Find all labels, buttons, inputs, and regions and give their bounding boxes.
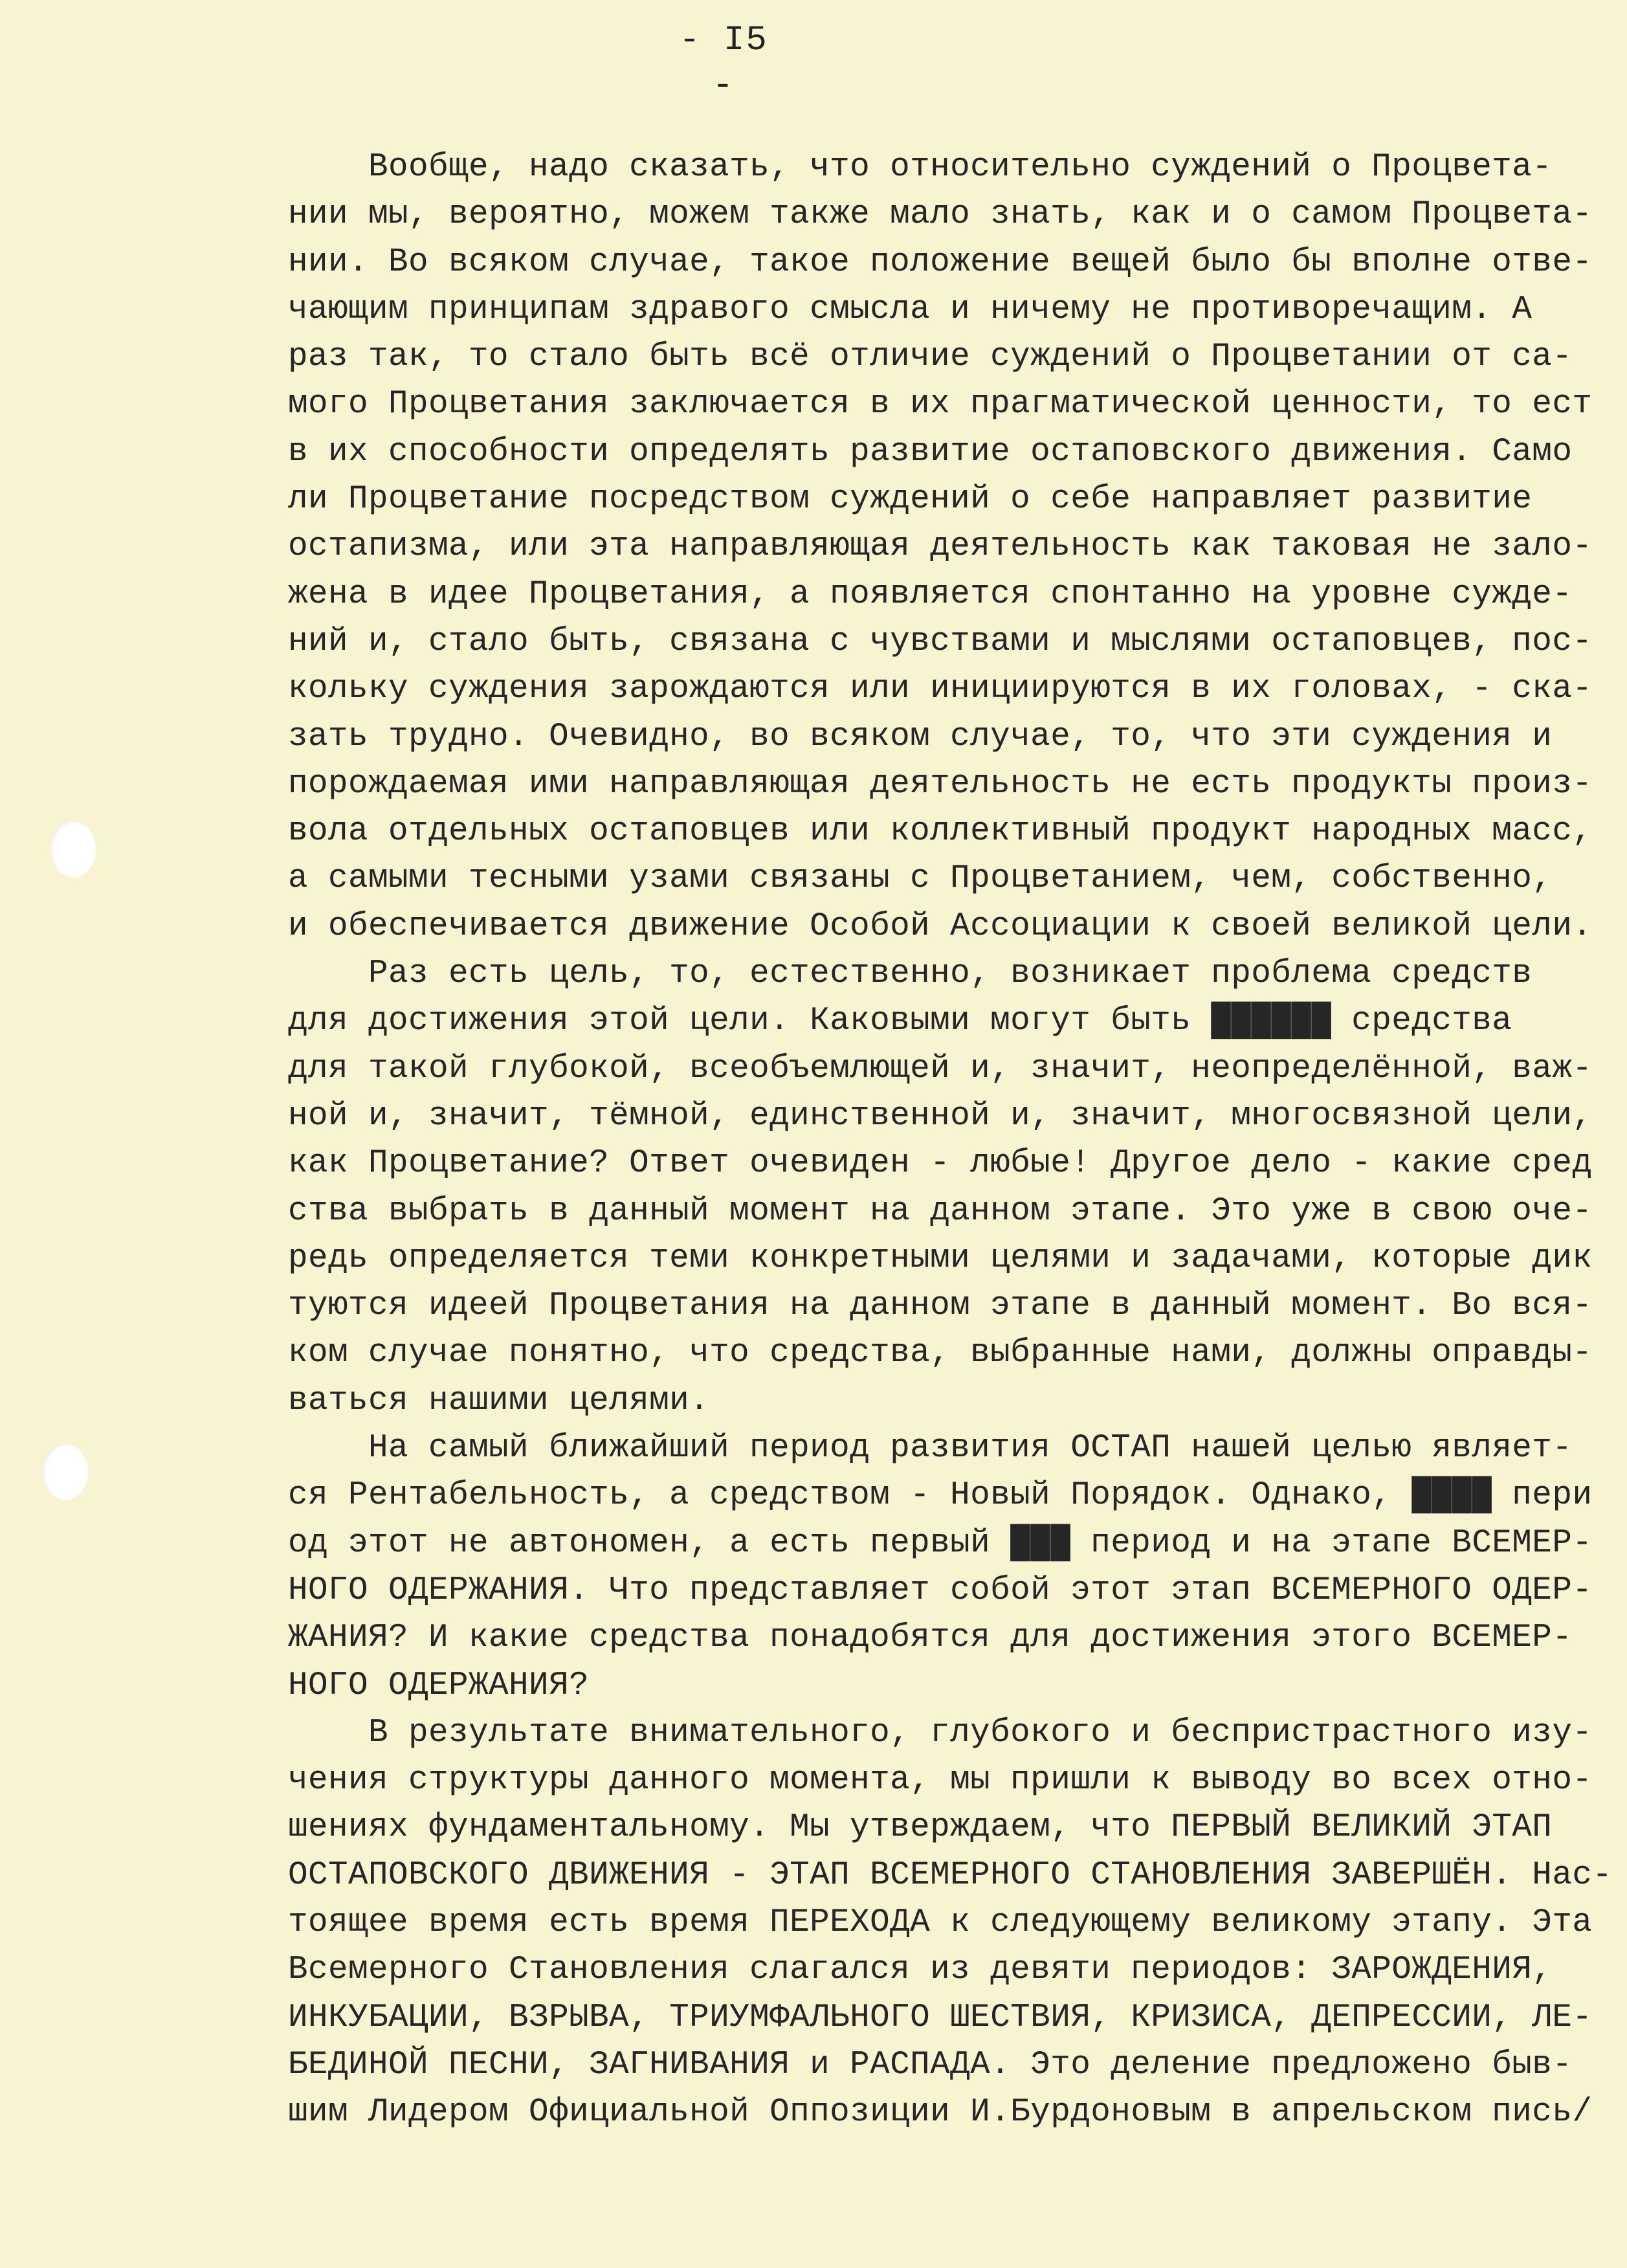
text-line: Вообще, надо сказать, что относительно суждений о Процвета- xyxy=(288,149,1553,186)
text-line: ИНКУБАЦИИ, ВЗРЫВА, ТРИУМФАЛЬНОГО ШЕСТВИЯ, КРИЗИСА, ДЕПРЕССИИ, ЛЕ- xyxy=(288,1999,1593,2036)
text-line: ЖАНИЯ? И какие средства понадобятся для достижения этого ВСЕМЕР- xyxy=(288,1619,1573,1657)
text-line: нии мы, вероятно, можем также мало знать, как и о самом Процвета- xyxy=(288,196,1593,234)
text-line: НОГО ОДЕРЖАНИЯ. Что представляет собой этот этап ВСЕМЕРНОГО ОДЕР- xyxy=(288,1572,1593,1609)
text-line: кольку суждения зарождаются или инициируются в их головах, - ска- xyxy=(288,671,1593,708)
text-line: зать трудно. Очевидно, во всяком случае, то, что эти суждения и xyxy=(288,718,1553,755)
text-line: а самыми тесными узами связаны с Процветанием, чем, собственно, xyxy=(288,860,1553,898)
text-line: для достижения этой цели. Каковыми могут быть ██████ средства xyxy=(288,1003,1512,1040)
text-line: мого Процветания заключается в их прагматической ценности, то ест xyxy=(288,386,1593,423)
text-line: ОСТАПОВСКОГО ДВИЖЕНИЯ - ЭТАП ВСЕМЕРНОГО СТАНОВЛЕНИЯ ЗАВЕРШЁН. Нас- xyxy=(288,1856,1613,1894)
text-line: В результате внимательного, глубокого и беспристрастного изу- xyxy=(288,1714,1593,1751)
text-line: вола отдельных остаповцев или коллективный продукт народных масс, xyxy=(288,813,1593,850)
text-line: од этот не автономен, а есть первый ███ период и на этапе ВСЕМЕР- xyxy=(288,1524,1593,1562)
text-line: жена в идее Процветания, а появляется спонтанно на уровне сужде- xyxy=(288,575,1573,613)
text-line: ком случае понятно, что средства, выбранные нами, должны оправды- xyxy=(288,1335,1593,1372)
text-line: На самый ближайший период развития ОСТАП нашей целью являет- xyxy=(288,1430,1573,1467)
text-line: остапизма, или эта направляющая деятельность как таковая не зало- xyxy=(288,528,1593,566)
text-line: в их способности определять развитие остаповского движения. Само xyxy=(288,433,1573,471)
text-line: для такой глубокой, всеобъемлющей и, значит, неопределённой, важ- xyxy=(288,1050,1593,1087)
text-line: туются идеей Процветания на данном этапе в данный момент. Во вся- xyxy=(288,1287,1593,1325)
text-line: Раз есть цель, то, естественно, возникает проблема средств xyxy=(288,955,1533,993)
text-line: ли Процветание посредством суждений о себе направляет развитие xyxy=(288,481,1533,518)
text-line: ной и, значит, тёмной, единственной и, значит, многосвязной цели, xyxy=(288,1097,1593,1135)
text-line: ваться нашими целями. xyxy=(288,1382,710,1419)
text-line: нии. Во всяком случае, такое положение вещей было бы вполне отве- xyxy=(288,243,1593,281)
text-line: как Процветание? Ответ очевиден - любые! Другое дело - какие сред xyxy=(288,1145,1593,1183)
punch-hole xyxy=(43,1443,88,1500)
text-line: Всемерного Становления слагался из девяти периодов: ЗАРОЖДЕНИЯ, xyxy=(288,1951,1553,1989)
punch-hole xyxy=(50,821,96,878)
text-line: шим Лидером Официальной Оппозиции И.Бурдоновым в апрельском пись/ xyxy=(288,2094,1593,2131)
text-line: ний и, стало быть, связана с чувствами и мыслями остаповцев, пос- xyxy=(288,623,1593,660)
text-line: тоящее время есть время ПЕРЕХОДА к следующему великому этапу. Эта xyxy=(288,1904,1593,1941)
text-line: ства выбрать в данный момент на данном этапе. Это уже в свою оче- xyxy=(288,1192,1593,1230)
text-line: и обеспечивается движение Особой Ассоциации к своей великой цели. xyxy=(288,907,1593,945)
text-line: редь определяется теми конкретными целями и задачами, которые дик xyxy=(288,1240,1593,1277)
text-line: порождаемая ими направляющая деятельность не есть продукты произ- xyxy=(288,765,1593,803)
text-line: чающим принципам здравого смысла и ничему не противоречащим. А xyxy=(288,291,1533,328)
text-line: шениях фундаментальному. Мы утверждаем, что ПЕРВЫЙ ВЕЛИКИЙ ЭТАП xyxy=(288,1809,1553,1847)
text-line: ся Рентабельность, а средством - Новый Порядок. Однако, ████ пери xyxy=(288,1477,1593,1515)
typewritten-text xyxy=(288,144,1613,2136)
text-line: раз так, то стало быть всё отличие суждений о Процветании от са- xyxy=(288,339,1573,376)
text-line: БЕДИНОЙ ПЕСНИ, ЗАГНИВАНИЯ и РАСПАДА. Это деление предложено быв- xyxy=(288,2046,1573,2084)
page-number: - I5 - xyxy=(679,21,768,106)
text-line: НОГО ОДЕРЖАНИЯ? xyxy=(288,1667,590,1704)
text-line: чения структуры данного момента, мы пришли к выводу во всех отно- xyxy=(288,1762,1593,1799)
